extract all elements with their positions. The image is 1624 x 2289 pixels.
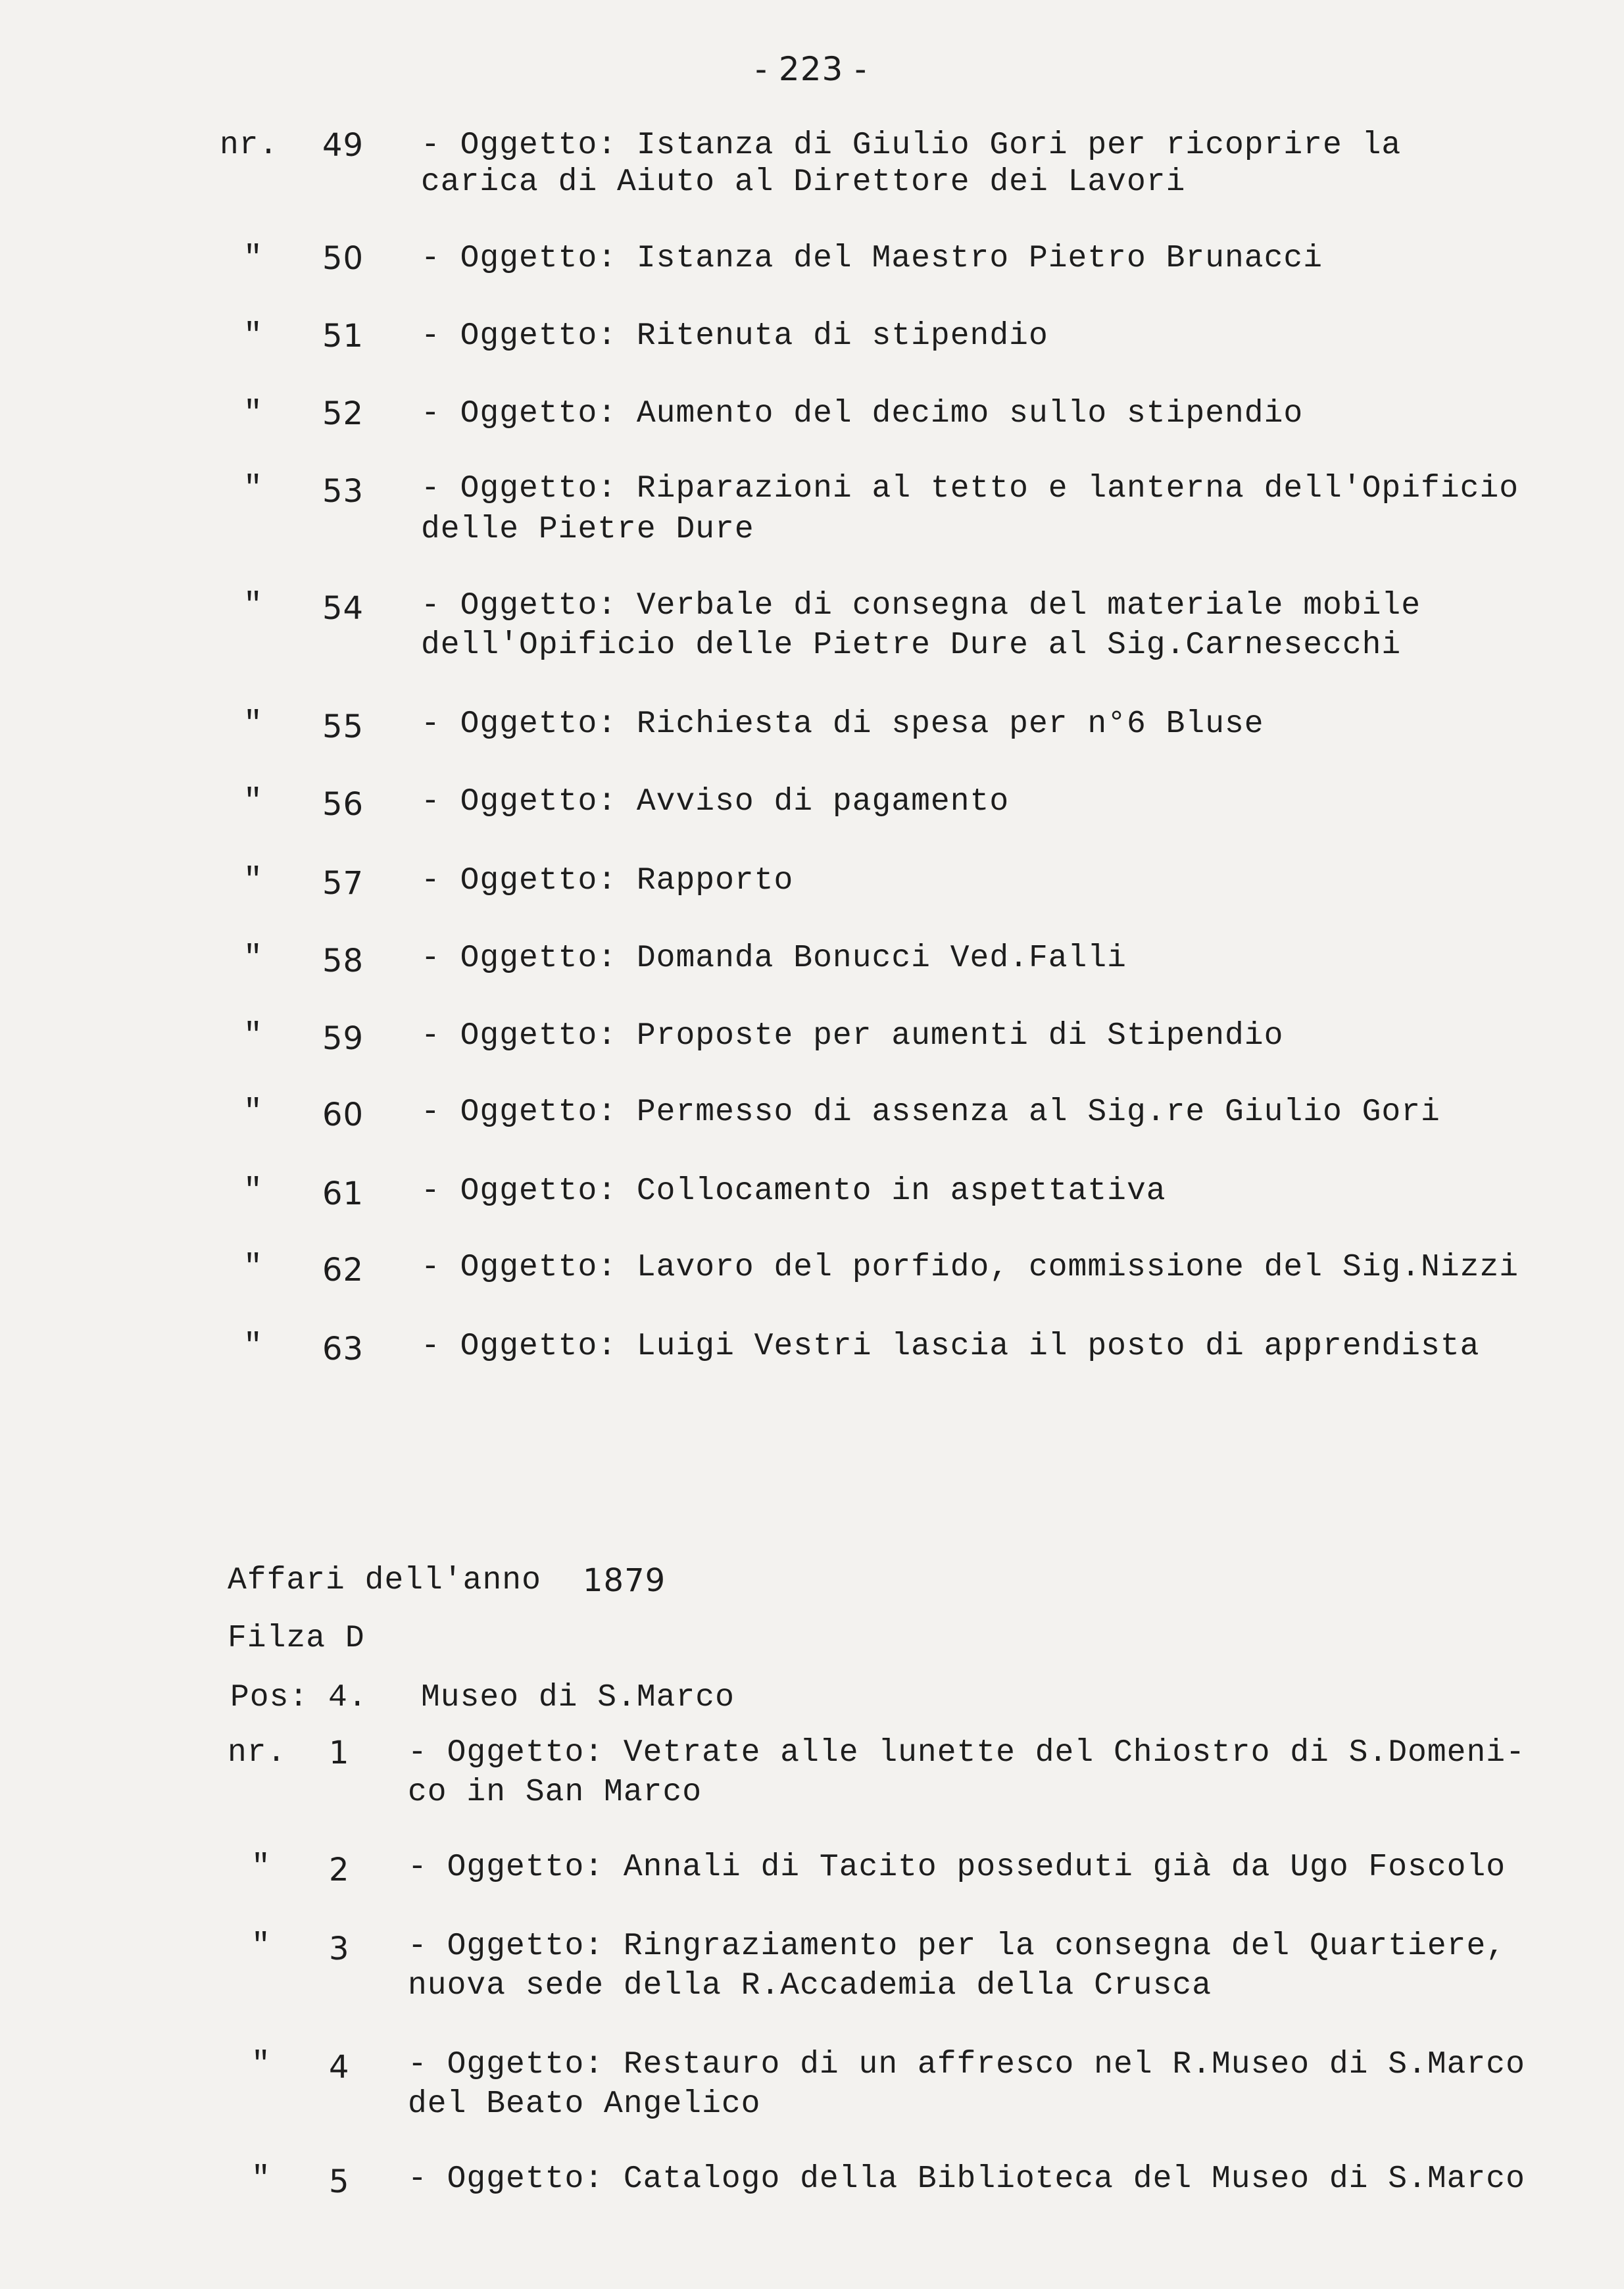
entry-number: 5 (329, 2163, 350, 2200)
entry-line: - Oggetto: Collocamento in aspettativa (421, 1173, 1166, 1209)
entry-prefix: " (251, 1929, 271, 1964)
entry-line: - Oggetto: Istanza del Maestro Pietro Brunacci (421, 241, 1323, 276)
entry-number: 1 (329, 1735, 350, 1771)
entry-number: 54 (322, 590, 364, 627)
entry-prefix: " (251, 1850, 271, 1885)
entry-number: 60 (322, 1096, 364, 1133)
entry-line: co in San Marco (408, 1775, 702, 1810)
entry-line: - Oggetto: Proposte per aumenti di Stipendio (421, 1018, 1284, 1054)
affari-year: 1879 (583, 1562, 666, 1599)
entry-prefix: " (243, 241, 263, 276)
entry-prefix: " (243, 396, 263, 431)
entry-number: 62 (322, 1252, 364, 1289)
entry-number: 4 (329, 2049, 350, 2086)
filza-label: Filza D (228, 1621, 365, 1656)
entry-line: dell'Opificio delle Pietre Dure al Sig.Carnesecchi (421, 628, 1402, 663)
entry-line: - Oggetto: Catalogo della Biblioteca del Museo di S.Marco (408, 2161, 1525, 2197)
entry-number: 63 (322, 1331, 364, 1367)
entry-prefix: nr. (228, 1735, 287, 1771)
entry-line: - Oggetto: Richiesta di spesa per n°6 Bluse (421, 706, 1264, 742)
entry-prefix: " (243, 1095, 263, 1130)
entry-prefix: " (251, 2161, 271, 2197)
entry-number: 2 (329, 1852, 350, 1888)
entry-prefix: " (243, 318, 263, 354)
entry-prefix: " (243, 1329, 263, 1364)
entry-line: - Oggetto: Domanda Bonucci Ved.Falli (421, 941, 1127, 976)
entry-number: 49 (322, 127, 364, 164)
entry-line: carica di Aiuto al Direttore dei Lavori (421, 164, 1186, 200)
entry-line: delle Pietre Dure (421, 512, 754, 547)
entry-number: 57 (322, 865, 364, 902)
entry-number: 52 (322, 395, 364, 432)
entry-prefix: " (251, 2047, 271, 2082)
entry-number: 50 (322, 240, 364, 277)
entry-prefix: nr. (220, 128, 279, 163)
entry-line: - Oggetto: Istanza di Giulio Gori per ricoprire la (421, 128, 1402, 163)
entry-prefix: " (243, 1250, 263, 1285)
entry-number: 3 (329, 1931, 350, 1967)
page-number: - 223 - (755, 50, 868, 88)
affari-label: Affari dell'anno (228, 1563, 541, 1598)
entry-prefix: " (243, 941, 263, 976)
entry-prefix: " (243, 784, 263, 820)
entry-line: - Oggetto: Rapporto (421, 863, 794, 898)
entry-line: - Oggetto: Riparazioni al tetto e lanterna dell'Opificio (421, 471, 1519, 506)
entry-line: - Oggetto: Verbale di consegna del materiale mobile (421, 588, 1421, 624)
entry-line: - Oggetto: Ritenuta di stipendio (421, 318, 1048, 354)
entry-line: - Oggetto: Restauro di un affresco nel R.Museo di S.Marco (408, 2047, 1525, 2082)
pos-title: Museo di S.Marco (421, 1680, 735, 1715)
entry-line: - Oggetto: Luigi Vestri lascia il posto di apprendista (421, 1329, 1480, 1364)
entry-number: 61 (322, 1175, 364, 1212)
entry-line: del Beato Angelico (408, 2086, 761, 2122)
entry-number: 51 (322, 318, 364, 355)
entry-prefix: " (243, 588, 263, 624)
entry-line: - Oggetto: Avviso di pagamento (421, 784, 1010, 820)
entry-number: 53 (322, 473, 364, 510)
entry-line: - Oggetto: Aumento del decimo sullo stipendio (421, 396, 1304, 431)
pos-label: Pos: 4. (230, 1680, 368, 1715)
entry-line: - Oggetto: Annali di Tacito posseduti già da Ugo Foscolo (408, 1850, 1506, 1885)
entry-prefix: " (243, 863, 263, 898)
entry-number: 55 (322, 708, 364, 745)
entry-prefix: " (243, 1018, 263, 1054)
entry-line: - Oggetto: Ringraziamento per la consegna del Quartiere, (408, 1929, 1506, 1964)
entry-line: - Oggetto: Vetrate alle lunette del Chiostro di S.Domeni- (408, 1735, 1525, 1771)
entry-line: nuova sede della R.Accademia della Crusca (408, 1968, 1212, 2004)
entry-number: 59 (322, 1020, 364, 1057)
entry-line: - Oggetto: Lavoro del porfido, commissione del Sig.Nizzi (421, 1250, 1519, 1285)
entry-prefix: " (243, 706, 263, 742)
entry-number: 56 (322, 786, 364, 823)
entry-prefix: " (243, 1173, 263, 1209)
entry-prefix: " (243, 471, 263, 506)
entry-number: 58 (322, 943, 364, 979)
entry-line: - Oggetto: Permesso di assenza al Sig.re Giulio Gori (421, 1095, 1440, 1130)
